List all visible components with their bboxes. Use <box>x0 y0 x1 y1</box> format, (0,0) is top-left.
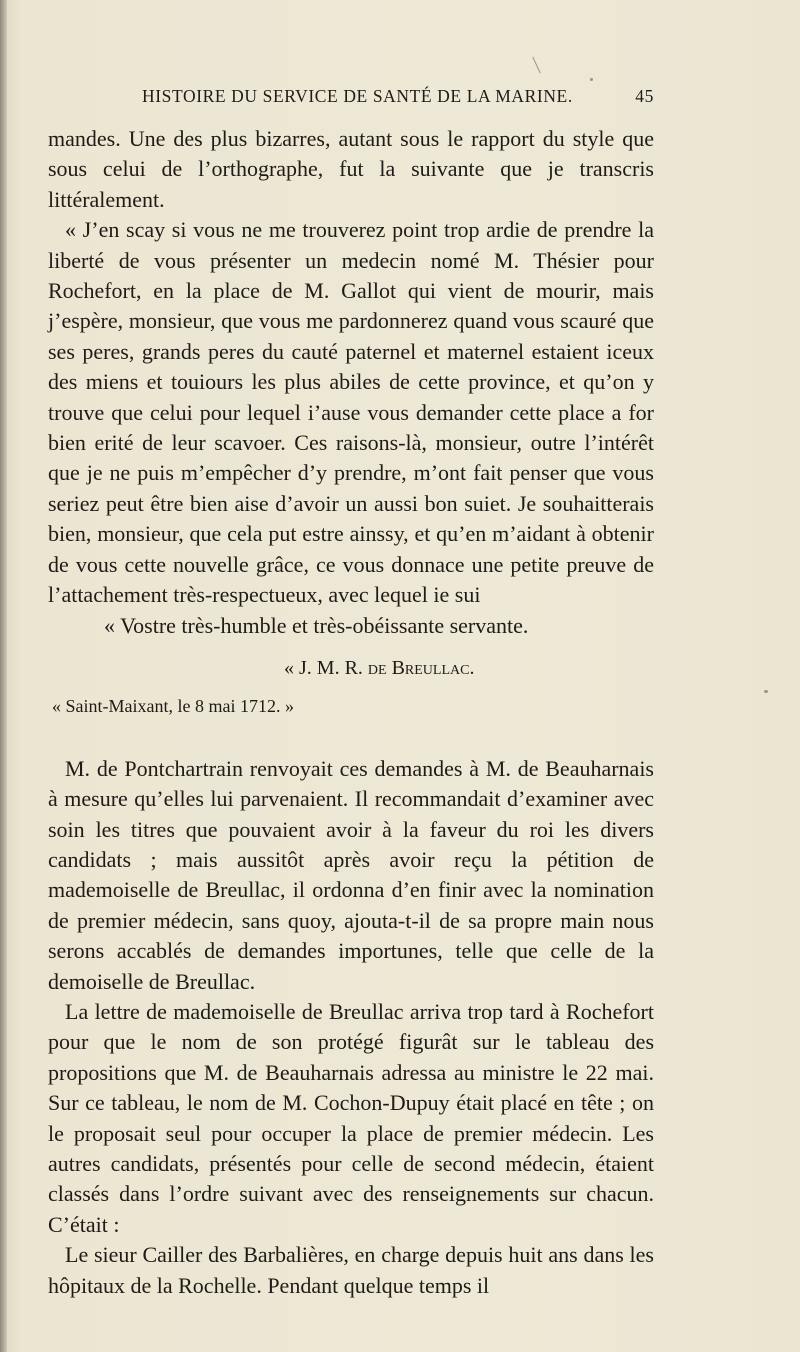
letter-signature: « J. M. R. de Breullac. <box>284 656 475 679</box>
paragraph-cailler: Le sieur Cailler des Barbalières, en charge depuis huit ans dans les hôpitaux de la Rochelle. Pendant quelque temps il <box>48 1242 654 1298</box>
paragraph-late-letter: La lettre de mademoiselle de Breullac arriva trop tard à Rochefort pour que le nom de son protégé figurât sur le tableau des propositions que M. de Beauharnais adressa au ministre le 22 mai. Sur ce tableau, le nom de M. Cochon-Dupuy était placé en tête ; on le proposait seul pour occuper la place de premier médecin. Les autres candidats, présentés pour celle de second médecin, étaient classés dans l’ordre suivant avec des renseignements sur chacun. C’était : <box>48 998 654 1237</box>
page-number: 45 <box>635 86 654 106</box>
ink-speck <box>532 57 541 74</box>
letter-place-date: « Saint-Maixant, le 8 mai 1712. » <box>52 696 294 717</box>
ink-speck <box>590 78 593 81</box>
quoted-letter: « J’en scay si vous ne me trouverez point trop ardie de prendre la liberté de vous présenter un medecin nomé M. Thésier pour Rochefort, en la place de M. Gallot qui vient de mourir, mais j’espère, monsieur, que vous me pardonnerez quand vous scauré que ses peres, grands peres du cauté paternel et maternel estaient iceux des miens et touiours les plus abiles de cette province, et qu’on y trouve que celui pour lequel i’ause vous demander cette place a for bien erité de leur scavoer. Ces raisons-là, monsieur, outre l’intérêt que je ne puis m’empêcher d’y prendre, m’ont fait penser que vous seriez peut être bien aise d’avoir un aussi bon suiet. Je souhaitterais bien, monsieur, que cela put estre ainssy, et qu’en m’aidant à obtenir de vous cette nouvelle grâce, ce vous donnace une petite preuve de l’attachement très-respectueux, avec lequel ie sui <box>48 217 654 608</box>
letter-closing: « Vostre très-humble et très-obéissante servante. <box>104 612 529 638</box>
page-body <box>48 124 654 1301</box>
paragraph-continuation: mandes. Une des plus bizarres, autant sous le rapport du style que sous celui de l’orthographe, fut la suivante que je transcris littéralement. <box>48 126 654 212</box>
ink-speck <box>764 690 768 693</box>
binding-edge <box>0 0 7 1352</box>
running-header <box>48 86 654 112</box>
running-title: HISTOIRE DU SERVICE DE SANTÉ DE LA MARINE. <box>142 86 573 106</box>
paragraph-pontchartrain: M. de Pontchartrain renvoyait ces demandes à M. de Beauharnais à mesure qu’elles lui parvenaient. Il recommandait d’examiner avec soin les titres que pouvaient avoir à la faveur du roi les divers candidats ; mais aussitôt après avoir reçu la pétition de mademoiselle de Breullac, il ordonna d’en finir avec la nomination de premier médecin, sans quoy, ajouta-t-il de sa propre main nous serons accablés de demandes importunes, telle que celle de la demoiselle de Breullac. <box>48 755 654 994</box>
